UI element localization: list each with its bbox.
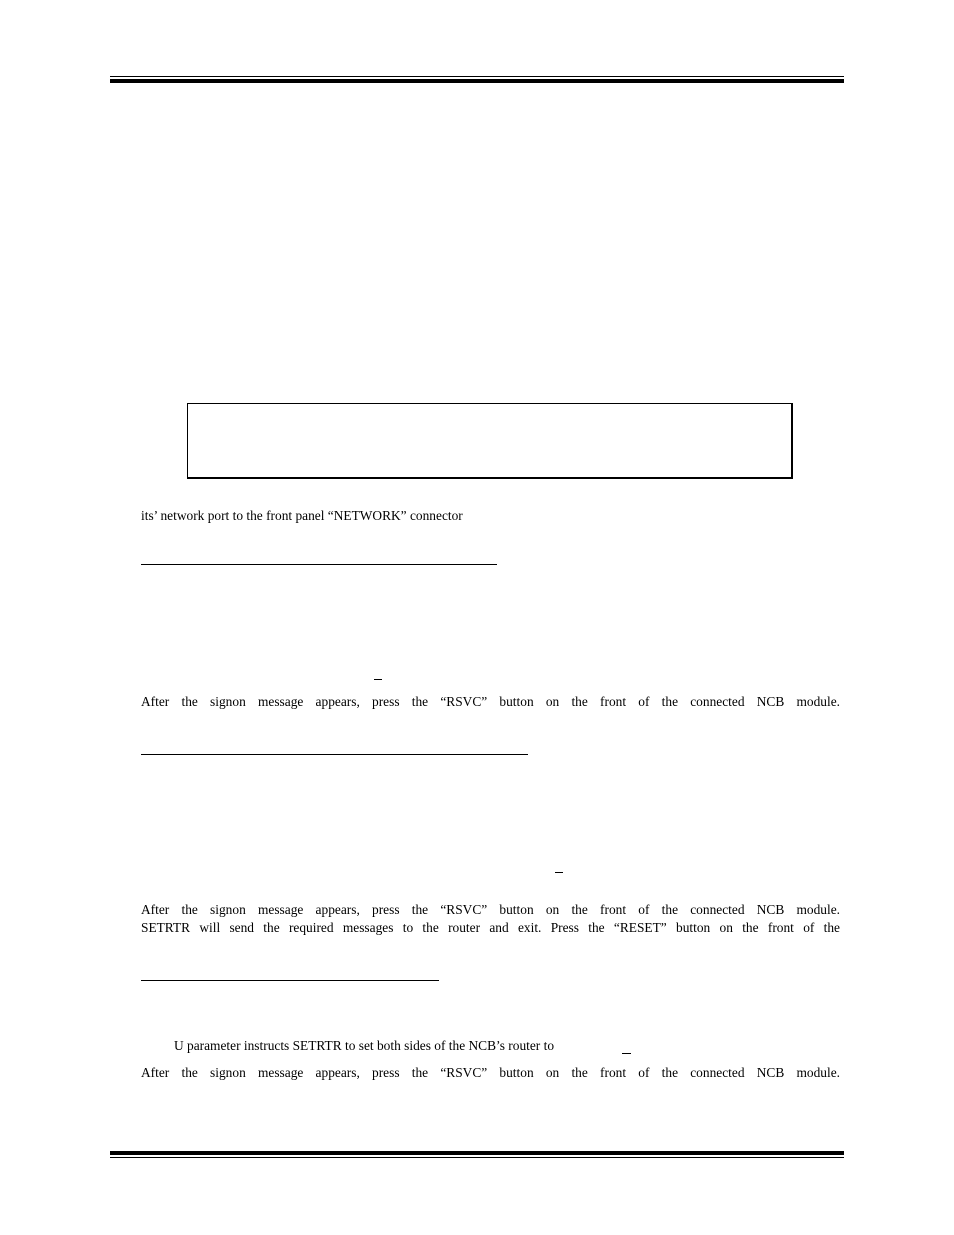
section-heading-underline (141, 980, 439, 981)
footer-rule-thick (110, 1151, 844, 1155)
header-rule-thin (110, 76, 844, 77)
paragraph-signon-2-line-1: After the signon message appears, press the “RSVC” button on the front of the connected NCB module. (141, 902, 840, 917)
paragraph-signon-1: After the signon message appears, press the “RSVC” button on the front of the connected NCB module. (141, 694, 840, 709)
paragraph-signon-2-line-2: SETRTR will send the required messages to the router and exit. Press the “RESET” button on the front of the (141, 920, 840, 935)
section-heading-underline (141, 564, 497, 565)
section-heading-underline (141, 754, 528, 755)
header-rule-thick (110, 79, 844, 83)
blank-marker (374, 679, 382, 680)
blank-marker (555, 872, 563, 873)
paragraph-network-port: its’ network port to the front panel “NETWORK” connector (141, 508, 463, 523)
blank-marker (622, 1053, 631, 1054)
paragraph-u-parameter: U parameter instructs SETRTR to set both sides of the NCB’s router to (174, 1038, 555, 1053)
note-box (187, 403, 793, 479)
paragraph-signon-3: After the signon message appears, press the “RSVC” button on the front of the connected NCB module. (141, 1065, 840, 1080)
footer-rule-thin (110, 1157, 844, 1158)
